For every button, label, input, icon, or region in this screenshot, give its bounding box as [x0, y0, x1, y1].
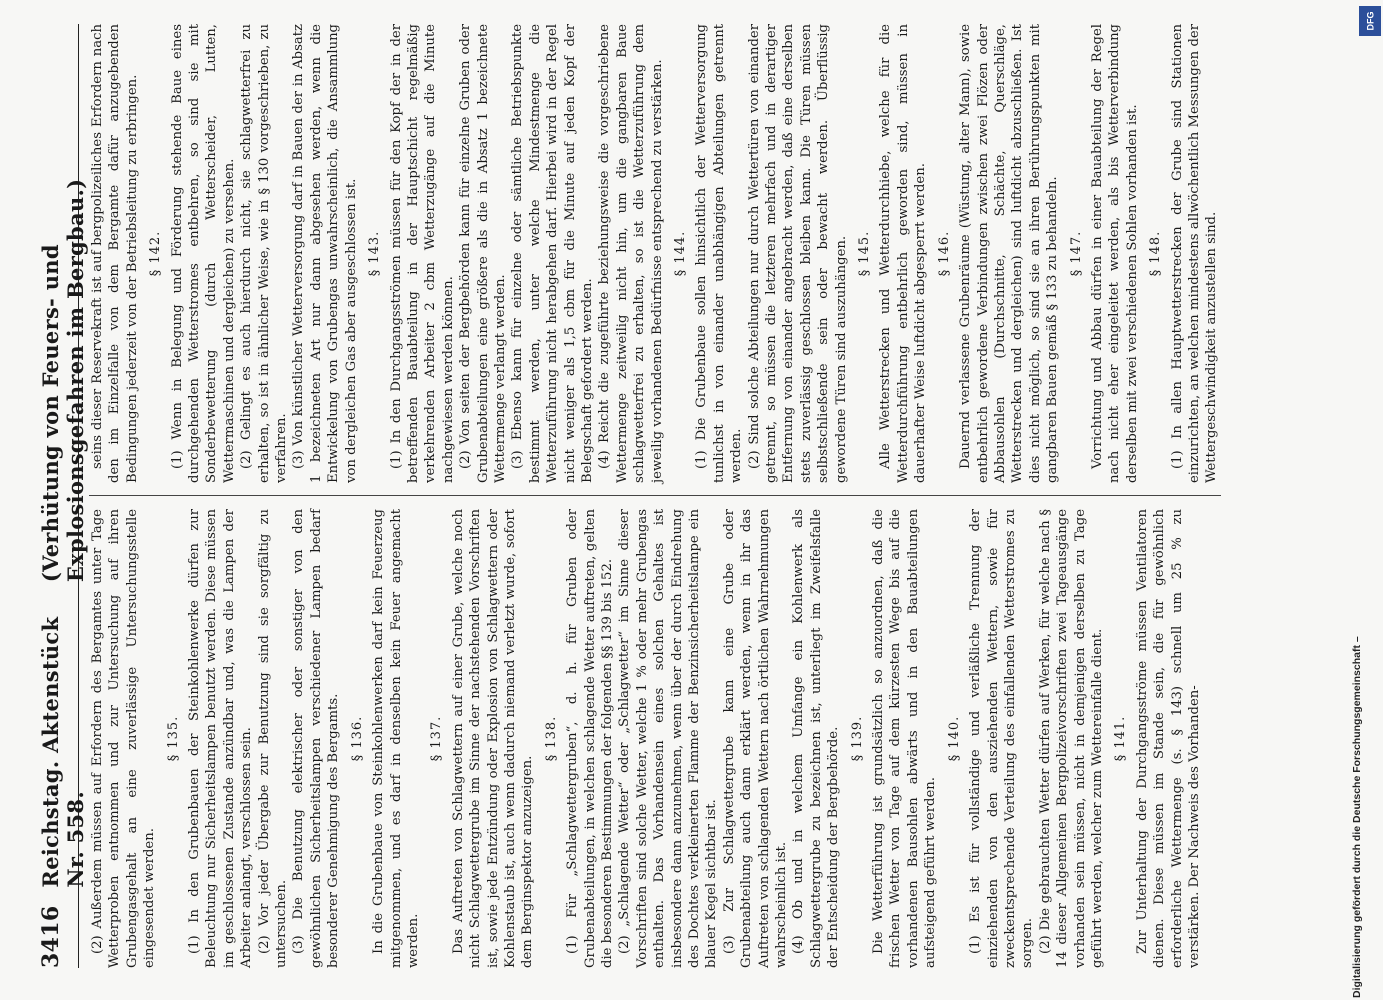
paragraph: In die Grubenbaue von Steinkohlenwerken darf kein Feuerzeug mitgenommen, und es darf in denselben kein Feuer angemacht werden. [371, 509, 421, 968]
section-heading: § 147. [1068, 230, 1084, 277]
paragraph: (3) Ebenso kann für einzelne oder sämtliche Betriebspunkte bestimmt werden, unter welche Mindestmenge die Wetterzuführung nicht herabgehen darf. Hierbei wird in der Regel nicht weniger als 1,5 cbm für die Minute auf jeden Kopf der Belegschaft gefordert werden. [510, 24, 595, 483]
digitization-note: Digitalisierung gefördert durch die Deutsche Forschungsgemeinschaft – [1351, 636, 1363, 998]
paragraph: (2) Außerdem müssen auf Erfordern des Bergamtes unter Tage Wetterproben entnommen und zur Untersuchung auf ihren Grubengasgehalt an eine zuverlässige Untersuchungsstelle eingesendet werden. [90, 509, 158, 968]
rotated-page [20, 0, 1340, 1000]
paragraph: Zur Unterhaltung der Durchgangsströme müssen Ventilatoren dienen. Diese müssen im Stande sein, die für gewöhnlich erforderliche Wettermenge (s. § 143) schnell um 25 % zu verstärken. Der Nachweis des Vorhanden- [1134, 509, 1202, 968]
paragraph: (2) Sind solche Abteilungen nur durch Wettertüren von einander getrennt, so müssen die letzteren mehrfach und in derartiger Entfernung von einander angebracht werden, daß eine derselben stets zuverlässig geschlossen bleiben kann. Die Türen müssen selbstschließende sein oder bewacht werden. Überflüssig gewordene Türen sind auszuhängen. [746, 24, 849, 483]
paragraph: seins dieser Reservekraft ist auf bergpolizeiliches Erfordern nach den im Einzelfalle von dem Bergamte dafür anzugebenden Bedingungen jederzeit von der Betriebsleitung zu erbringen. [90, 24, 140, 483]
paragraph: (4) Reicht die zugeführte beziehungsweise die vorgeschriebene Wettermenge zeitweilig nicht hin, um die gangbaren Baue schlagwetterfrei zu erhalten, so ist die Wetterzuführung dem jeweilig vorhandenen Bedürfnisse entsprechend zu verstärken. [597, 24, 665, 483]
paragraph: (1) Es ist für vollständige und verläßliche Trennung der einziehenden von den ausziehenden Wettern, sowie für zweckentsprechende Verteilung des einfallenden Wetterstromes zu sorgen. [968, 509, 1036, 968]
right-column [89, 24, 1221, 483]
paragraph: (2) Gelingt es auch hierdurch nicht, sie schlagwetterfrei zu erhalten, so ist in ähnlicher Weise, wie in § 130 vorgeschrieben, zu verfahren. [239, 24, 290, 483]
paragraph: (1) Die Grubenbaue sollen hinsichtlich der Wetterversorgung tunlichst in von einander unabhängigen Abteilungen getrennt werden. [694, 24, 745, 483]
paragraph: (3) Von künstlicher Wetterversorgung darf in Bauen der in Absatz 1 bezeichneten Art nur dann abgesehen werden, wenn die Entwickelung von Grubengas unwahrscheinlich, die Ansammlung von dergleichen Gas aber ausgeschlossen ist. [291, 24, 359, 483]
section-heading: § 139. [849, 715, 865, 762]
paragraph: (1) In den Grubenbauen der Steinkohlenwerke dürfen zur Beleuchtung nur Sicherheitslampen benutzt werden. Diese müssen im geschlossenen Zustande anzündbar und, was die Lampen der Arbeiter anlangt, verschlossen sein. [187, 509, 255, 968]
paragraph: Alle Wetterstrecken und Wetterdurchhiebe, welche für die Wetterdurchführung entbehrlich geworden sind, müssen in dauerhafter Weise luftdicht abgesperrt werden. [878, 24, 929, 483]
section-heading: § 135. [165, 715, 181, 762]
dfg-logo: DFG [1359, 6, 1381, 36]
section-heading: § 146. [936, 230, 952, 277]
paragraph: (1) In den Durchgangsströmen müssen für den Kopf der in der betreffenden Bauabteilung in der Hauptschicht regelmäßig verkehrenden Arbeiter 2 cbm Wetterzugänge auf die Minute nachgewiesen werden können. [388, 24, 456, 483]
section-heading: § 144. [673, 230, 688, 277]
paragraph: (1) In allen Hauptwetterstrecken der Grube sind Stationen einzurichten, an welchen mindestens allwöchentlich Messungen der Wettergeschwindigkeit anzustellen sind. [1169, 24, 1220, 483]
section-heading: § 145. [857, 230, 873, 277]
paragraph: Das Auftreten von Schlagwettern auf einer Grube, welche noch nicht Schlagwettergrube im Sinne der nachstehenden Vorschriften ist, sowie jede Entzündung oder Explosion von Schlagwettern oder Kohlenstaub ist, auch wenn dadurch niemand verletzt wurde, sofort dem Berginspektor anzuzeigen. [450, 509, 536, 968]
text-columns [89, 24, 1221, 968]
section-heading: § 143. [367, 230, 383, 277]
paragraph: Dauernd verlassene Grubenräume (Wüstung, alter Mann), sowie entbehrlich gewordene Verbindungen zwischen zwei Flözen oder Abbausohlen (Durchschnitte, Schächte, Querschläge, Wetterstrecken und dergleichen) sind luftdicht abzuschließen. Ist dies nicht möglich, so sind sie an ihren Berührungspunkten mit gangbaren Bauen gemäß § 133 zu behandeln. [958, 24, 1061, 483]
paragraph: (1) Wenn in Belegung und Förderung stehende Baue eines durchgehenden Wetterstromes entbehren, so sind sie mit Sonderbewetterung (durch Wetterscheider, Lutten, Wettermaschinen und dergleichen) zu versehen. [169, 24, 237, 483]
header-right-title: (Verhütung von Feuers- und Explosionsgefahren im Bergbau.) [38, 178, 88, 583]
paragraph: (2) „Schlagende Wetter“ oder „Schlagwetter“ im Sinne dieser Vorschriften sind solche Wetter, welche 1 % oder mehr Grubengas enthalten. Das Vorhandensein eines solchen Gehaltes ist insbesondere dann anzunehmen, wenn über der durch Eindrehung des Dochtes verkleinerten Flamme der Benzinsicherheitslampe ein blauer Kegel sichtbar ist. [617, 509, 720, 968]
page-header [20, 24, 88, 968]
paragraph: (2) Vor jeder Übergabe zur Benutzung sind sie sorgfältig zu untersuchen. [256, 509, 290, 968]
paragraph: (4) Ob und in welchem Umfange ein Kohlenwerk als Schlagwettergrube zu bezeichnen ist, unterliegt im Zweifelsfalle der Entscheidung der Bergbehörde. [791, 509, 842, 968]
paragraph: (3) Zur Schlagwettergrube kann eine Grube oder Grubenabteilung auch dann erklärt werden, wenn in ihr das Auftreten von schlagenden Wettern nach örtlichen Wahrnehmungen wahrscheinlich ist. [721, 509, 790, 968]
paragraph: (1) Für „Schlagwettergruben“, d. h. für Gruben oder Grubenabteilungen, in welchen schlagende Wetter auftreten, gelten die besonderen Bestimmungen der folgenden §§ 139 bis 152. [565, 509, 615, 968]
section-heading: § 138. [543, 715, 559, 762]
section-heading: § 141. [1113, 715, 1129, 762]
section-heading: § 137. [429, 715, 445, 762]
section-heading: § 142. [148, 230, 164, 277]
section-heading: § 148. [1148, 230, 1164, 277]
digitization-note-strip [1335, 40, 1375, 1000]
paragraph: (3) Die Benutzung elektrischer oder sonstiger von den gewöhnlichen Sicherheitslampen verschiedener Lampen bedarf besonderer Genehmigung des Bergamts. [291, 509, 342, 968]
section-heading: § 140. [946, 715, 962, 762]
paragraph: Vorrichtung und Abbau dürfen in einer Bauabteilung der Regel nach nicht eher eingeleitet werden, als bis Wetterverbindung derselben mit zwei verschiedenen Sohlen vorhanden ist. [1089, 24, 1140, 483]
page-number: 3416 [38, 905, 64, 968]
section-heading: § 136. [349, 715, 365, 762]
paragraph: (2) Von seiten der Bergbehörden kann für einzelne Gruben oder Grubenabteilungen eine größere als die in Absatz 1 bezeichnete Wettermenge verlangt werden. [458, 24, 508, 483]
paragraph: Die Wetterführung ist grundsätzlich so anzuordnen, daß die frischen Wetter von Tage auf dem kürzesten Wege bis auf die vorhandenen Bausohlen abwärts und in den Bauabteilungen aufsteigend geführt werden. [871, 509, 939, 968]
left-column [89, 509, 1221, 968]
paragraph: (2) Die gebrauchten Wetter dürfen auf Werken, für welche nach § 14 dieser Allgemeinen Bergpolizeivorschriften zwei Tageausgänge vorhanden sein müssen, nicht in demjenigen derselben zu Tage geführt werden, welcher zum Wettereinfalle dient. [1037, 509, 1105, 968]
header-left-title: Reichstag. Aktenstück Nr. 558. [38, 616, 88, 888]
